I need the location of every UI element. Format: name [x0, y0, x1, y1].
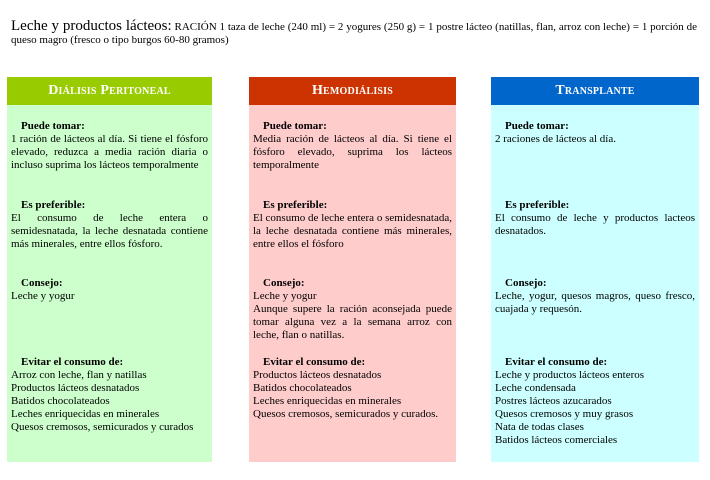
- list-item: Batidos chocolateados: [253, 382, 352, 394]
- section-title: Es preferible:: [21, 199, 86, 211]
- section-title: Es preferible:: [505, 199, 570, 211]
- list-item: Quesos cremosos y muy grasos: [495, 408, 634, 420]
- intro-lead: Leche y productos lácteos:: [11, 18, 172, 34]
- list-item: Leches enriquecidas en minerales: [253, 395, 402, 407]
- section-title: Puede tomar:: [505, 120, 569, 132]
- section-es-preferible: [249, 199, 456, 251]
- section-puede-tomar: [491, 120, 699, 146]
- section-title: Evitar el consumo de:: [21, 356, 124, 368]
- list-item: Productos lácteos desnatados: [11, 382, 140, 394]
- column-transplante: [491, 77, 699, 462]
- list-item: Leche condensada: [495, 382, 576, 394]
- intro-text: RACIÓN 1 taza de leche (240 ml) = 2 yogures (250 g) = 1 postre lácteo (natillas, flan, arroz con leche) = 1 porción de queso magro (fresco o tipo burgos 60-80 gramos): [11, 21, 697, 46]
- section-title: Evitar el consumo de:: [505, 356, 608, 368]
- list-item: Quesos cremosos, semicurados y curados.: [253, 408, 439, 420]
- section-consejo: [491, 277, 699, 316]
- section-title: Consejo:: [263, 277, 305, 289]
- column-header: Transplante: [491, 77, 699, 105]
- section-es-preferible: [491, 199, 699, 238]
- section-title: Es preferible:: [263, 199, 328, 211]
- section-title: Puede tomar:: [21, 120, 85, 132]
- list-item: Arroz con leche, flan y natillas: [11, 369, 147, 381]
- evitar-list: [11, 369, 208, 434]
- column-hemodialisis: [249, 77, 456, 462]
- list-item: Productos lácteos desnatados: [253, 369, 382, 381]
- column-header: Hemodiálisis: [249, 77, 456, 105]
- section-text: Leche y yogur: [11, 290, 75, 302]
- column-body: [7, 105, 212, 462]
- column-header: Diálisis Peritoneal: [7, 77, 212, 105]
- section-evitar: [491, 356, 699, 447]
- section-puede-tomar: [249, 120, 456, 172]
- list-item: Quesos cremosos, semicurados y curados: [11, 421, 194, 433]
- list-item: Batidos lácteos comerciales: [495, 434, 618, 446]
- list-item: Nata de todas clases: [495, 421, 584, 433]
- section-text-extra: Aunque supere la ración aconsejada puede tomar alguna vez a la semana arroz con leche, flan o natillas.: [253, 303, 452, 341]
- section-title: Consejo:: [505, 277, 547, 289]
- intro-paragraph: [11, 20, 697, 47]
- section-consejo: [249, 277, 456, 342]
- section-title: Puede tomar:: [263, 120, 327, 132]
- section-text: El consumo de leche entera o semidesnatada, la leche desnatada contiene más minerales, entre ellos el fósforo: [253, 212, 452, 250]
- section-text: Leche, yogur, quesos magros, queso fresco, cuajada y requesón.: [495, 290, 695, 315]
- section-text: Media ración de lácteos al día. Si tiene el fósforo elevado, suprima los lácteos temporalmente: [253, 133, 452, 171]
- section-text: 1 ración de lácteos al día. Si tiene el fósforo elevado, reduzca a media ración diaria o incluso suprima los lácteos temporalmente: [11, 133, 208, 171]
- list-item: Leche y productos lácteos enteros: [495, 369, 645, 381]
- column-body: [491, 105, 699, 462]
- section-evitar: [249, 356, 456, 421]
- section-title: Evitar el consumo de:: [263, 356, 366, 368]
- section-title: Consejo:: [21, 277, 63, 289]
- list-item: Leches enriquecidas en minerales: [11, 408, 160, 420]
- section-es-preferible: [7, 199, 212, 251]
- section-text: El consumo de leche y productos lacteos desnatados.: [495, 212, 695, 237]
- column-body: [249, 105, 456, 462]
- evitar-list: [495, 369, 695, 447]
- list-item: Postres lácteos azucarados: [495, 395, 612, 407]
- section-puede-tomar: [7, 120, 212, 172]
- section-text: El consumo de leche entera o semidesnatada, la leche desnatada contiene más minerales, entre ellos fósforo.: [11, 212, 208, 250]
- column-dialisis-peritoneal: [7, 77, 212, 462]
- list-item: Batidos chocolateados: [11, 395, 110, 407]
- section-text: Leche y yogur: [253, 290, 317, 302]
- evitar-list: [253, 369, 452, 421]
- section-text: 2 raciones de lácteos al día.: [495, 133, 616, 145]
- section-evitar: [7, 356, 212, 434]
- section-consejo: [7, 277, 212, 303]
